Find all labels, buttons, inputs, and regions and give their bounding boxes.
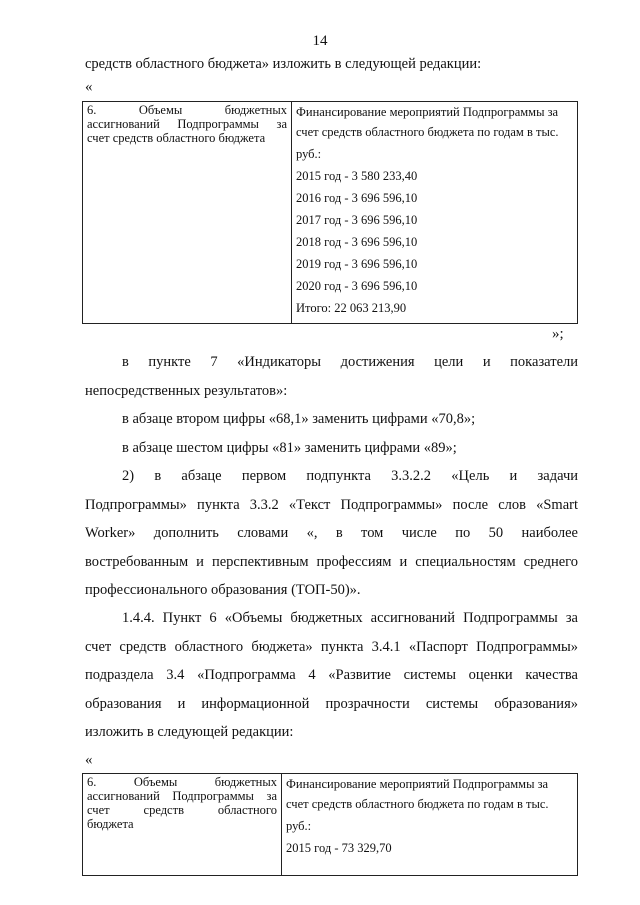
page-number: 14 [312, 33, 328, 49]
year-row-2019: 2019 год - 3 696 596,10 [296, 257, 418, 271]
year-row-2015: 2015 год - 3 580 233,40 [296, 169, 418, 183]
paragraph-line: Подпрограммы» пункта 3.3.2 «Текст Подпрограммы» после слов «Smart [85, 497, 578, 513]
table2-label-line: бюджета [87, 817, 134, 831]
budget-table-2 [82, 773, 578, 876]
table1-label-cell [83, 102, 292, 324]
budget-table-1 [82, 101, 578, 324]
paragraph-line: в абзаце шестом цифры «81» заменить цифрами «89»; [122, 440, 457, 456]
table2-value-cell [282, 774, 578, 876]
year-row-2020: 2020 год - 3 696 596,10 [296, 279, 418, 293]
paragraph-line: в абзаце втором цифры «68,1» заменить цифрами «70,8»; [122, 411, 476, 427]
open-quote-2: « [85, 752, 93, 768]
table2-label-line: счет средств областного [87, 803, 277, 817]
paragraph-line: подраздела 3.4 «Подпрограмма 4 «Развитие системы оценки качества [85, 667, 578, 683]
table2-label-cell [83, 774, 282, 876]
table1-total: Итого: 22 063 213,90 [296, 301, 407, 315]
paragraph-line: востребованным и перспективным профессиям и специальностям среднего [85, 554, 578, 570]
paragraph-line: 1.4.4. Пункт 6 «Объемы бюджетных ассигнований Подпрограммы за [122, 610, 578, 626]
close-quote: »; [552, 326, 564, 342]
table1-label-line: 6. Объемы бюджетных [87, 103, 287, 117]
table1-header-line: Финансирование мероприятий Подпрограммы за [296, 105, 559, 119]
table1-label-line: ассигнований Подпрограммы за [87, 117, 287, 131]
open-quote: « [85, 79, 93, 95]
table2-header-line: счет средств областного бюджета по годам в тыс. [286, 797, 549, 811]
year-row-2018: 2018 год - 3 696 596,10 [296, 235, 418, 249]
paragraph-line: 2) в абзаце первом подпункта 3.3.2.2 «Цель и задачи [122, 468, 578, 484]
table1-label-line: счет средств областного бюджета [87, 131, 266, 145]
paragraph-line: непосредственных результатов»: [85, 383, 288, 399]
paragraph-line: образования и информационной прозрачности системы образования» [85, 696, 578, 712]
paragraph-line: Worker» дополнить словами «, в том числе по 50 наиболее [85, 525, 578, 541]
table2-label-line: ассигнований Подпрограммы за [87, 789, 277, 803]
table1-header-line: счет средств областного бюджета по годам в тыс. [296, 125, 559, 139]
table2-header-line: руб.: [286, 819, 312, 833]
table2-label-line: 6. Объемы бюджетных [87, 775, 277, 789]
year-row-2017: 2017 год - 3 696 596,10 [296, 213, 418, 227]
table2-header-line: Финансирование мероприятий Подпрограммы за [286, 777, 549, 791]
table1-value-cell [292, 102, 578, 324]
intro-line: средств областного бюджета» изложить в следующей редакции: [85, 56, 482, 72]
table1-header-line: руб.: [296, 147, 322, 161]
paragraph-line: счет средств областного бюджета» пункта 3.4.1 «Паспорт Подпрограммы» [85, 639, 578, 655]
paragraph-line: изложить в следующей редакции: [85, 724, 294, 740]
paragraph-line: в пункте 7 «Индикаторы достижения цели и показатели [122, 354, 578, 370]
paragraph-line: профессионального образования (ТОП-50)». [85, 582, 361, 598]
year-row-2016: 2016 год - 3 696 596,10 [296, 191, 418, 205]
year-row-2015: 2015 год - 73 329,70 [286, 841, 392, 855]
